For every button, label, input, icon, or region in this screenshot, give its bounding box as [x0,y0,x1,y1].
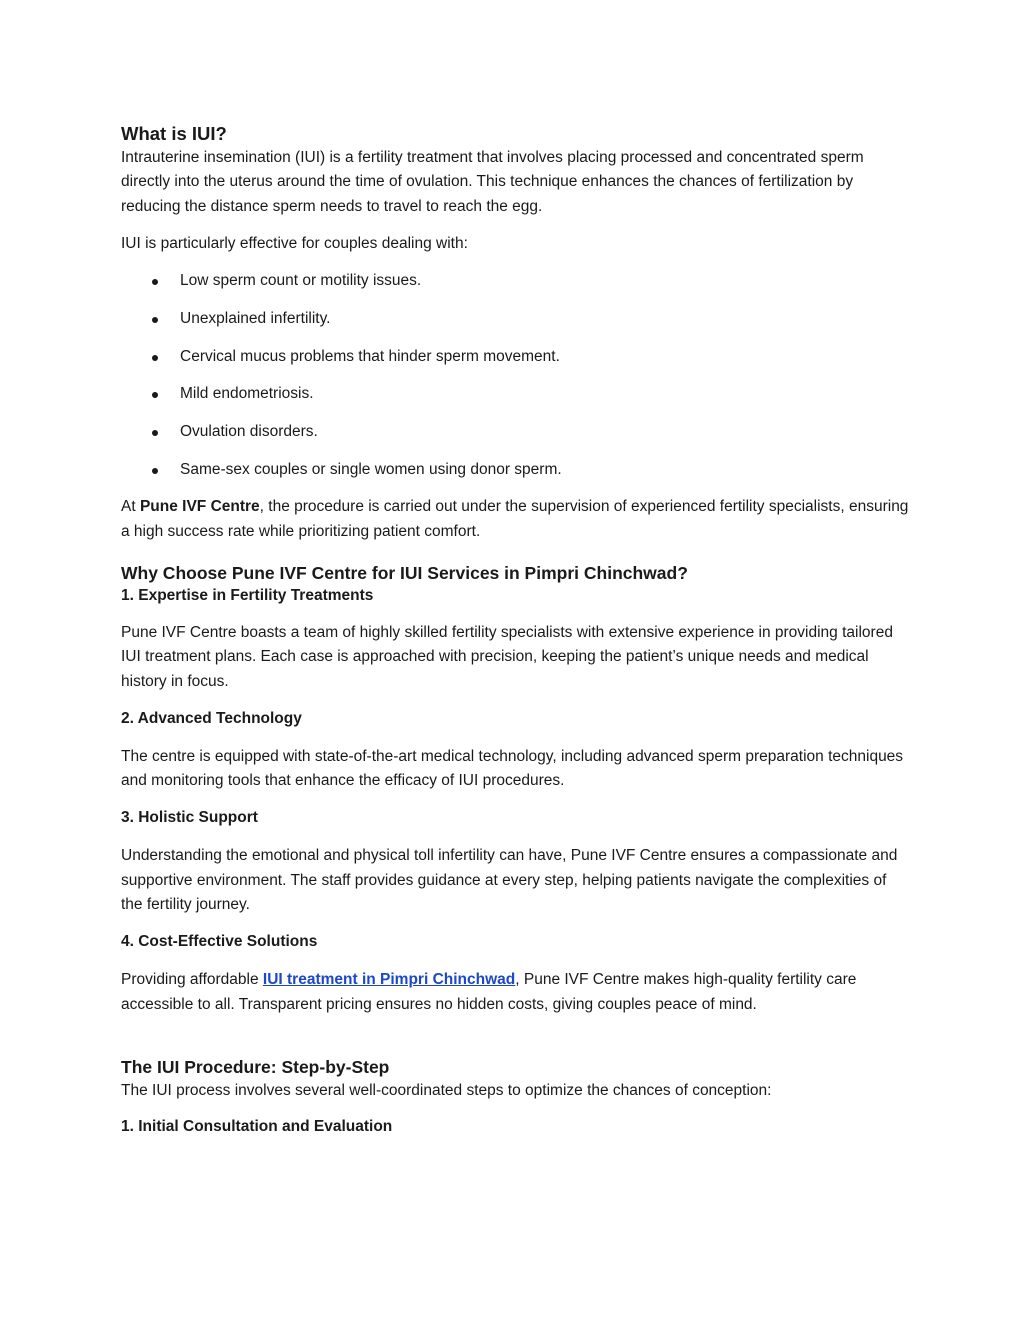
technology-paragraph: The centre is equipped with state-of-the-art medical technology, including advanced sperm preparation techniques and monitoring tools that enhance the efficacy of IUI procedures. [121,747,904,790]
subheading-technology: 2. Advanced Technology [121,709,302,727]
list-item: Ovulation disorders. [121,420,911,444]
heading-procedure: The IUI Procedure: Step-by-Step [121,1056,390,1077]
heading-why-choose: Why Choose Pune IVF Centre for IUI Services in Pimpri Chinchwad? [121,562,688,583]
iui-lead-paragraph: IUI is particularly effective for couples dealing with: [121,234,468,252]
centre-paragraph-suffix: , the procedure is carried out under the supervision of experienced fertility specialists, ensuring a high success rate while prioritizing patient comfort. [121,498,909,540]
list-item: Cervical mucus problems that hinder sperm movement. [121,345,911,369]
iui-treatment-link[interactable]: IUI treatment in Pimpri Chinchwad [262,971,516,989]
centre-paragraph-prefix: At [121,498,140,516]
document-page [121,122,911,1138]
centre-name-bold: Pune IVF Centre [139,498,260,516]
subheading-cost: 4. Cost-Effective Solutions [121,933,318,951]
holistic-paragraph: Understanding the emotional and physical toll infertility can have, Pune IVF Centre ensures a compassionate and supportive environment. The staff provides guidance at every step, helping patients navigate the complexities of the fertility journey. [121,847,898,913]
subheading-holistic: 3. Holistic Support [121,809,258,827]
cost-paragraph-suffix: , Pune IVF Centre makes high-quality fertility care accessible to all. Transparent pricing ensures no hidden costs, giving couples peace of mind. [121,971,857,1013]
list-item: Mild endometriosis. [121,382,911,406]
centre-paragraph [121,495,911,544]
heading-what-is-iui: What is IUI? [121,123,227,144]
iui-intro-paragraph: Intrauterine insemination (IUI) is a fertility treatment that involves placing processed and concentrated sperm directly into the uterus around the time of ovulation. This technique enhances the chances of fertilization by reducing the distance sperm needs to travel to reach the egg. [121,149,864,215]
list-item: Low sperm count or motility issues. [121,269,911,293]
indications-list [121,269,911,481]
procedure-intro: The IUI process involves several well-coordinated steps to optimize the chances of conception: [121,1081,772,1099]
subheading-consultation: 1. Initial Consultation and Evaluation [121,1118,393,1136]
cost-paragraph [121,968,911,1017]
list-item: Unexplained infertility. [121,307,911,331]
subheading-expertise: 1. Expertise in Fertility Treatments [121,586,374,604]
list-item: Same-sex couples or single women using donor sperm. [121,458,911,482]
expertise-paragraph: Pune IVF Centre boasts a team of highly skilled fertility specialists with extensive experience in providing tailored IUI treatment plans. Each case is approached with precision, keeping the patient’s unique needs and medical history in focus. [121,623,893,690]
cost-paragraph-prefix: Providing affordable [121,971,263,989]
